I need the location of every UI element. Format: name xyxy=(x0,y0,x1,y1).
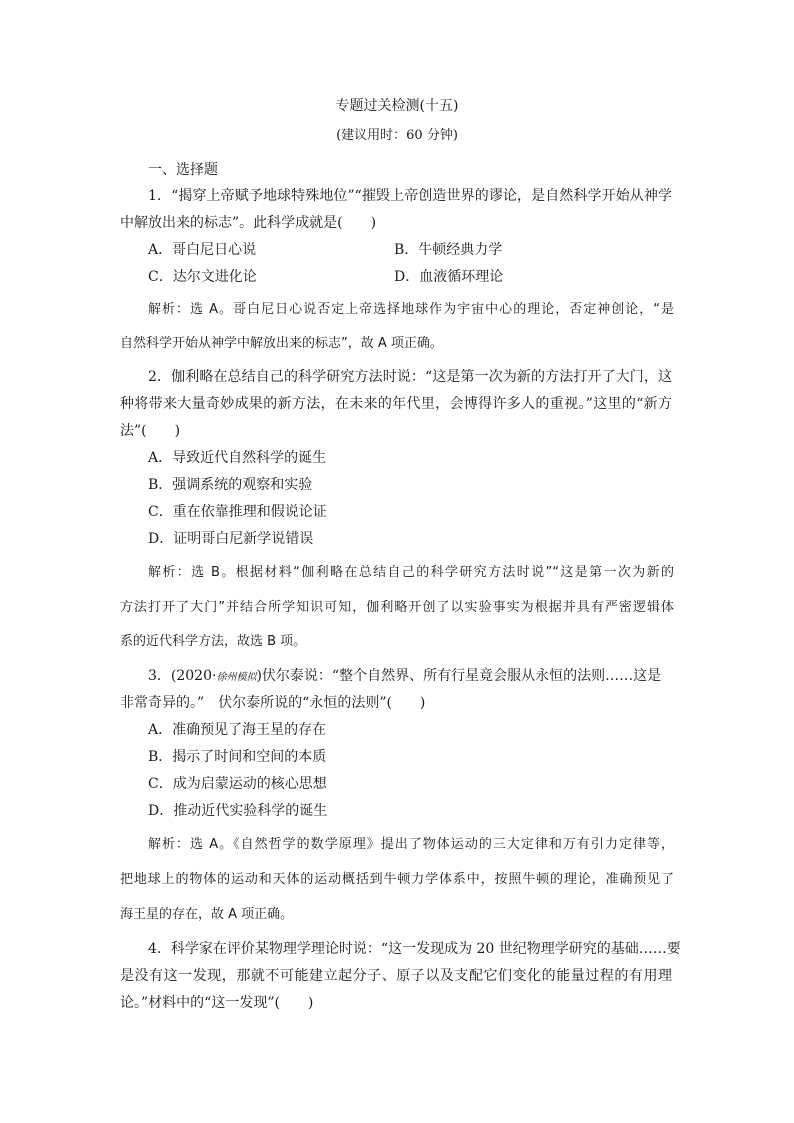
q1-answer-line2: 自然科学开始从神学中解放出来的标志”，故 A 项正确。 xyxy=(120,336,443,351)
q2-option-a: A．导致近代自然科学的诞生 xyxy=(148,450,327,466)
q3-option-b: B．揭示了时间和空间的本质 xyxy=(148,749,327,765)
q1-stem-line2: 中解放出来的标志”。此科学成就是( ) xyxy=(120,215,377,231)
q4-stem-line2: 是没有这一发现，那就不可能建立起分子、原子以及支配它们变化的能量过程的有用理 xyxy=(120,968,672,984)
q2-option-d: D．证明哥白尼新学说错误 xyxy=(148,531,314,547)
page-subtitle: (建议用时：60 分钟) xyxy=(336,128,458,143)
q2-stem-line2: 种将带来大量奇妙成果的新方法，在未来的年代里，会博得许多人的重视。”这里的“新方 xyxy=(120,396,672,412)
q3-stem-line2: 非常奇异的。” 伏尔泰所说的“永恒的法则”( ) xyxy=(120,695,426,711)
q3-answer-line3: 海王星的存在，故 A 项正确。 xyxy=(120,907,294,922)
q3-stem-line1 xyxy=(148,666,661,688)
q3-stem-rest: )伏尔泰说：“整个自然界、所有行星竟会服从永恒的法则……这是 xyxy=(256,668,662,684)
q1-stem-line1: 1．“揭穿上帝赋予地球特殊地位”“摧毁上帝创造世界的谬论，是自然科学开始从神学 xyxy=(148,188,672,204)
q2-option-b: B．强调系统的观察和实验 xyxy=(148,477,313,493)
page-title: 专题过关检测(十五) xyxy=(335,98,459,114)
q1-option-d: D．血液循环理论 xyxy=(394,269,504,285)
q3-source-mark: 徐州模拟 xyxy=(216,672,257,683)
q2-answer-line2: 方法打开了大门”并结合所学知识可知，伽利略开创了以实验事实为根据并具有严密逻辑体 xyxy=(120,600,674,615)
q2-answer-line3: 系的近代科学方法，故选 B 项。 xyxy=(120,634,307,649)
q4-stem-line1: 4．科学家在评价某物理学理论时说：“这一发现成为 20 世纪物理学研究的基础……要 xyxy=(148,941,681,957)
q1-option-a: A．哥白尼日心说 xyxy=(148,242,257,258)
q3-stem-prefix: 3．(2020· xyxy=(148,668,217,684)
q3-option-d: D．推动近代实验科学的诞生 xyxy=(148,803,328,819)
q1-answer-line1: 解析：选 A。哥白尼日心说否定上帝选择地球作为宇宙中心的理论，否定神创论，“是 xyxy=(148,302,674,317)
q2-stem-line1: 2．伽利略在总结自己的科学研究方法时说：“这是第一次为新的方法打开了大门，这 xyxy=(148,369,672,385)
q2-stem-line3: 法”( ) xyxy=(120,423,181,439)
q3-answer-line2: 把地球上的物体的运动和天体的运动概括到牛顿力学体系中，按照牛顿的理论，准确预见了 xyxy=(120,872,674,887)
section-heading: 一、选择题 xyxy=(148,162,218,178)
q1-option-c: C．达尔文进化论 xyxy=(148,269,257,285)
q3-option-c: C．成为启蒙运动的核心思想 xyxy=(148,776,327,792)
q2-answer-line1: 解析：选 B。根据材料“伽利略在总结自己的科学研究方法时说”“这是第一次为新的 xyxy=(148,565,674,580)
q3-option-a: A．准确预见了海王星的存在 xyxy=(148,722,327,738)
q3-answer-line1: 解析：选 A。《自然哲学的数学原理》提出了物体运动的三大定律和万有引力定律等， xyxy=(148,837,674,852)
q1-option-b: B．牛顿经典力学 xyxy=(394,242,503,258)
q2-option-c: C．重在依靠推理和假说论证 xyxy=(148,504,327,520)
q4-stem-line3: 论。”材料中的“这一发现”( ) xyxy=(120,995,314,1011)
